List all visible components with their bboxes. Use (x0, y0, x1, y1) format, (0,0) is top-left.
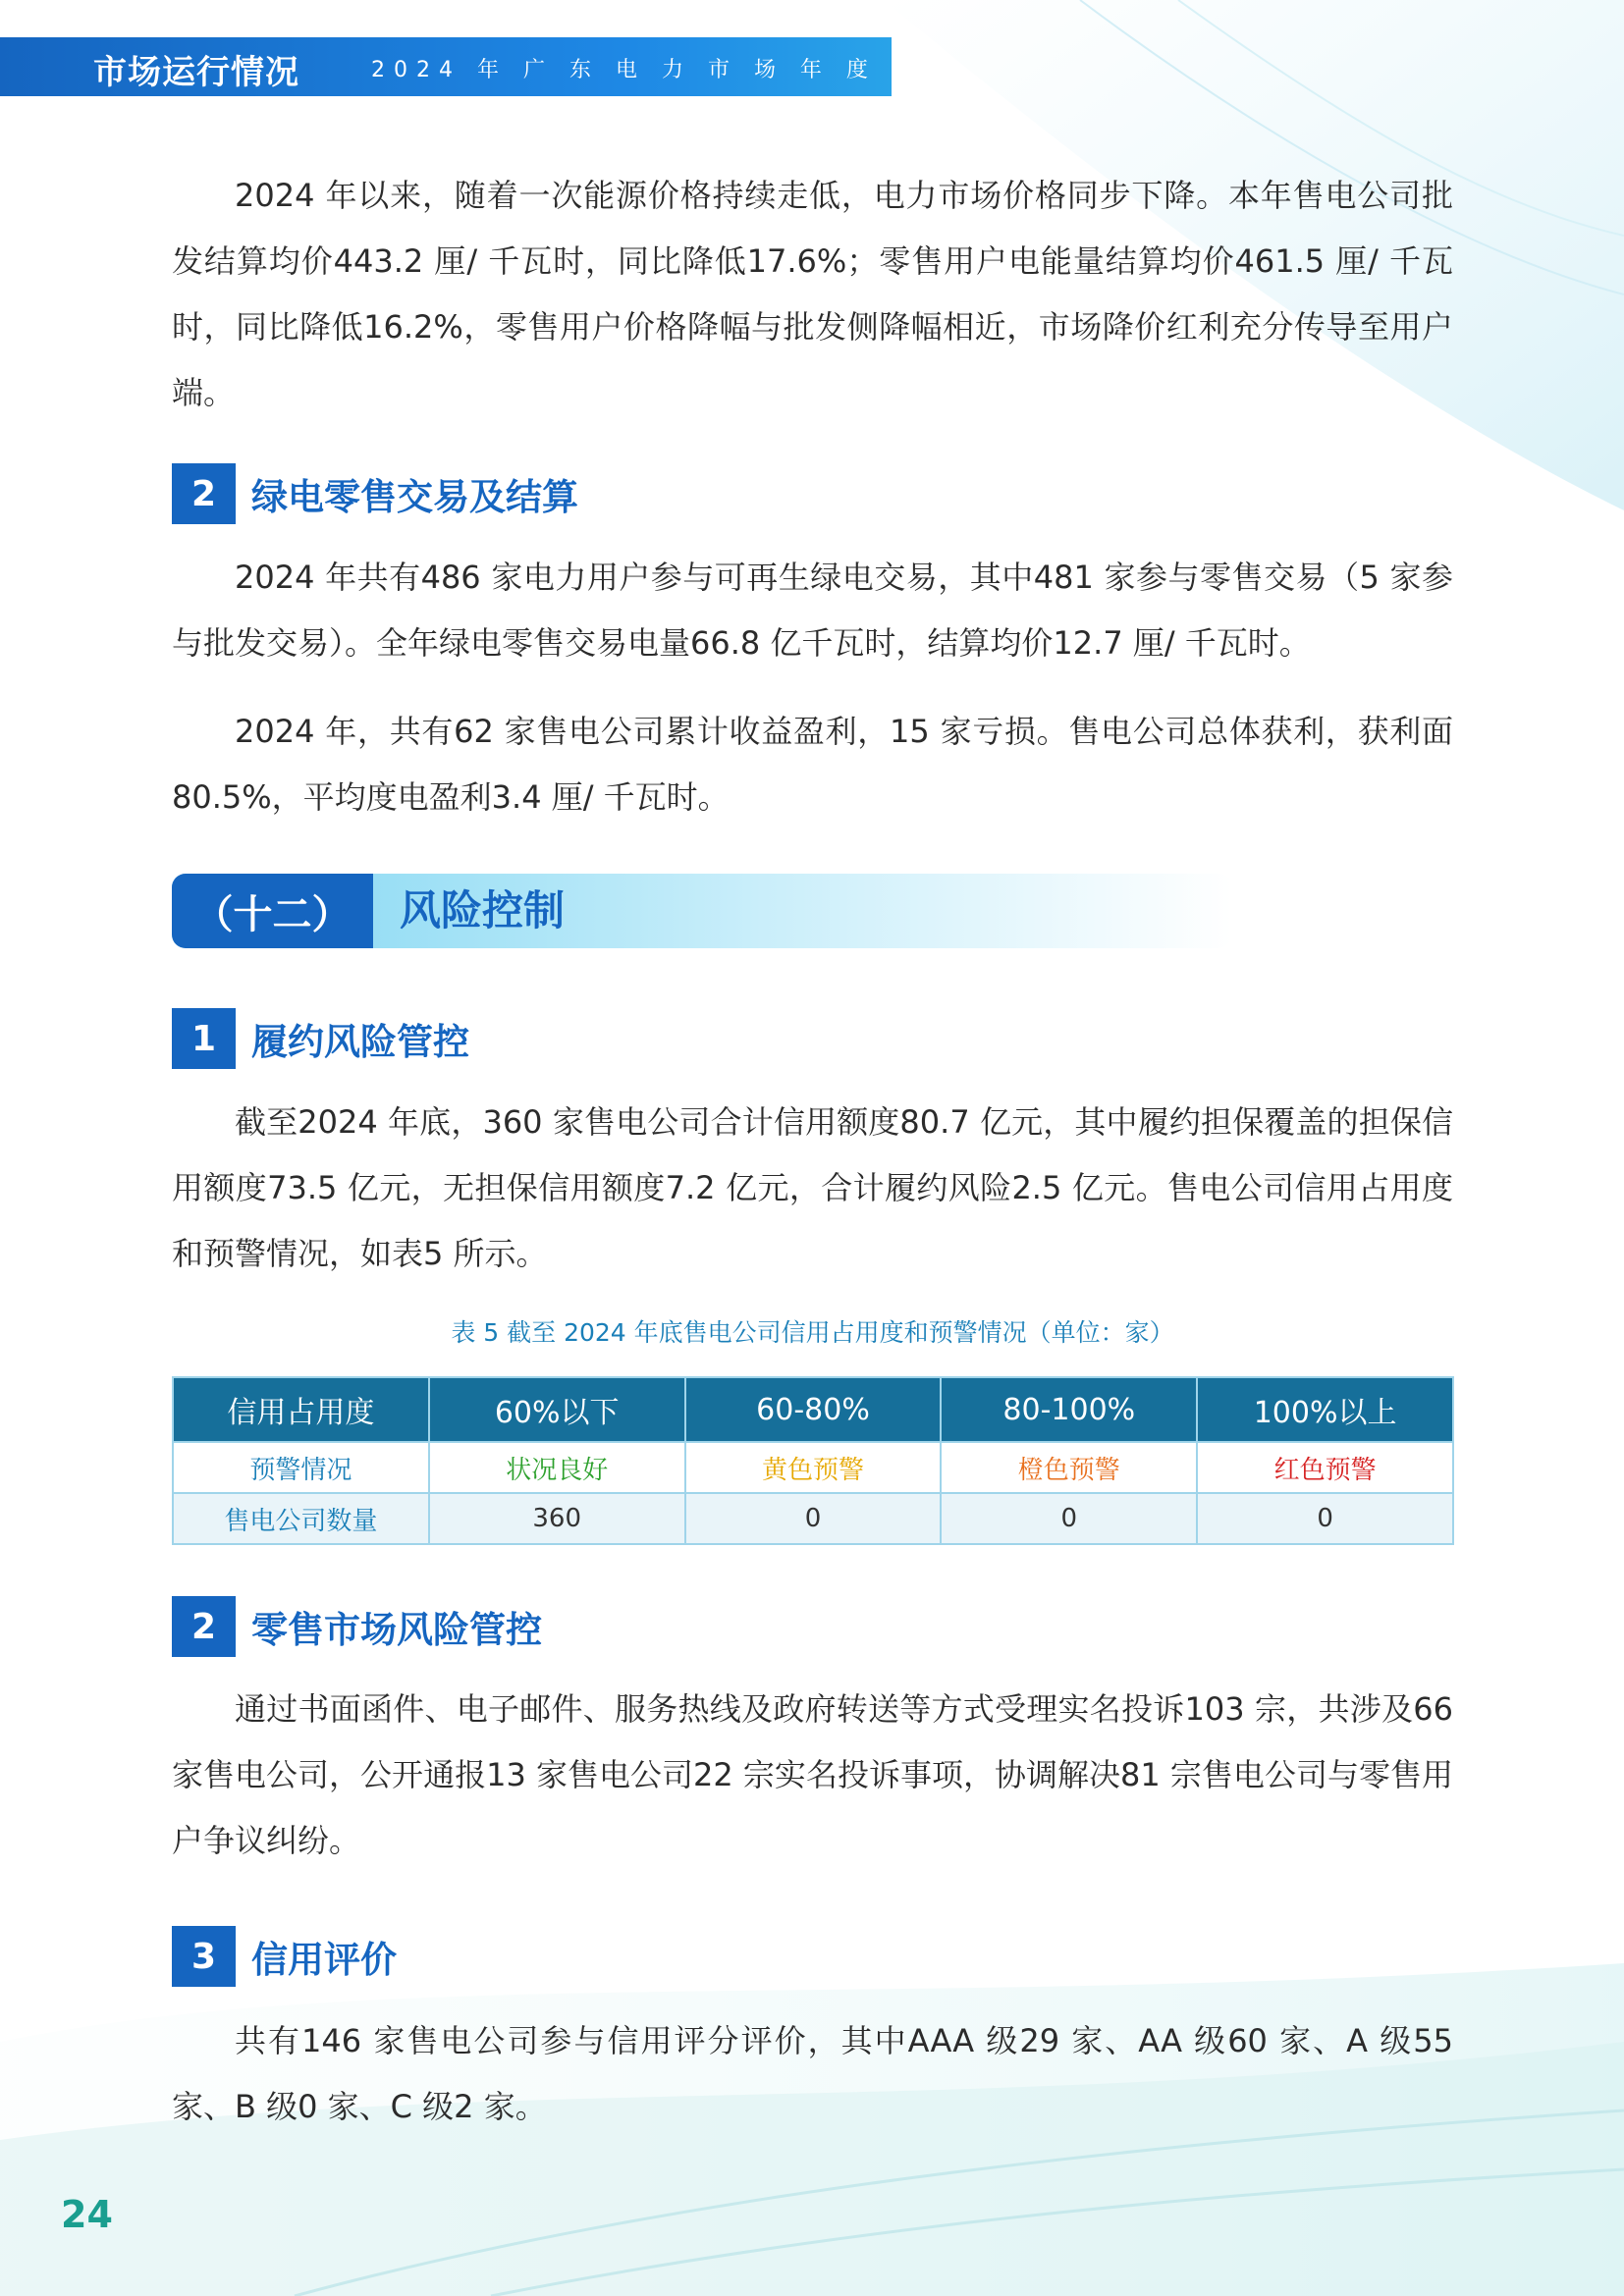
table-header-cell: 信用占用度 (173, 1377, 429, 1442)
risk-paragraph: 截至2024 年底，360 家售电公司合计信用额度80.7 亿元，其中履约担保覆盖的担保信用额度73.5 亿元，无担保信用额度7.2 亿元，合计履约风险2.5 亿元。售电公司信用占用度和预警情况，如表5 所示。 (172, 1103, 1453, 1272)
table-cell: 0 (685, 1493, 942, 1544)
table-cell: 0 (941, 1493, 1197, 1544)
credit-paragraph: 共有146 家售电公司参与信用评分评价，其中AAA 级29 家、AA 级60 家、A 级55 家、B 级0 家、C 级2 家。 (172, 2022, 1453, 2125)
section-number: 2 (172, 463, 236, 524)
table-header-cell: 100%以上 (1197, 1377, 1453, 1442)
chapter-heading (172, 874, 1232, 948)
warning-status-good: 状况良好 (429, 1442, 685, 1493)
intro-paragraph: 2024 年以来，随着一次能源价格持续走低，电力市场价格同步下降。本年售电公司批发结算均价443.2 厘/ 千瓦时，同比降低17.6%；零售用户电能量结算均价461.5 厘/ 千瓦时，同比降低16.2%，零售用户价格降幅与批发侧降幅相近，市场降价红利充分传导至用户端。 (172, 177, 1453, 411)
chapter-number: （十二） (172, 874, 373, 948)
risk-section-heading (172, 1008, 469, 1069)
section-number: 3 (172, 1926, 236, 1987)
table-header-cell: 60%以下 (429, 1377, 685, 1442)
row-label: 售电公司数量 (173, 1493, 429, 1544)
green-paragraph-2: 2024 年，共有62 家售电公司累计收益盈利，15 家亏损。售电公司总体获利，获利面80.5%，平均度电盈利3.4 厘/ 千瓦时。 (172, 713, 1453, 816)
credit-section-heading (172, 1926, 397, 1987)
table-header-cell: 80-100% (941, 1377, 1197, 1442)
section-title: 履约风险管控 (251, 1021, 469, 1063)
table-cell: 0 (1197, 1493, 1453, 1544)
table-header-cell: 60-80% (685, 1377, 942, 1442)
credit-warning-table (172, 1376, 1454, 1545)
row-label: 预警情况 (173, 1442, 429, 1493)
section-number: 1 (172, 1008, 236, 1069)
table-caption: 表 5 截至 2024 年底售电公司信用占用度和预警情况（单位：家） (451, 1318, 1174, 1347)
section-number: 2 (172, 1596, 236, 1657)
retail-section-heading (172, 1596, 542, 1657)
section-title: 信用评价 (251, 1939, 397, 1981)
section-title: 零售市场风险管控 (251, 1609, 542, 1651)
table-row (173, 1442, 1453, 1493)
green-paragraph-1: 2024 年共有486 家电力用户参与可再生绿电交易，其中481 家参与零售交易（5 家参与批发交易）。全年绿电零售交易电量66.8 亿千瓦时，结算均价12.7 厘/ 千瓦时。 (172, 559, 1453, 662)
section-title: 绿电零售交易及结算 (251, 476, 578, 518)
table-row (173, 1493, 1453, 1544)
retail-paragraph: 通过书面函件、电子邮件、服务热线及政府转送等方式受理实名投诉103 宗，共涉及66 家售电公司，公开通报13 家售电公司22 宗实名投诉事项，协调解决81 宗售电公司与零售用户争议纠纷。 (172, 1690, 1453, 1859)
chapter-title: 风险控制 (400, 886, 566, 934)
warning-status-orange: 橙色预警 (941, 1442, 1197, 1493)
header-section-title: 市场运行情况 (93, 53, 299, 92)
green-section-heading (172, 463, 578, 524)
warning-status-red: 红色预警 (1197, 1442, 1453, 1493)
page-number: 24 (61, 2193, 113, 2236)
table-header-row (173, 1377, 1453, 1442)
table-cell: 360 (429, 1493, 685, 1544)
header-report-title: 2024 年 广 东 电 力 市 场 年 度 报 告 (371, 58, 969, 82)
warning-status-yellow: 黄色预警 (685, 1442, 942, 1493)
